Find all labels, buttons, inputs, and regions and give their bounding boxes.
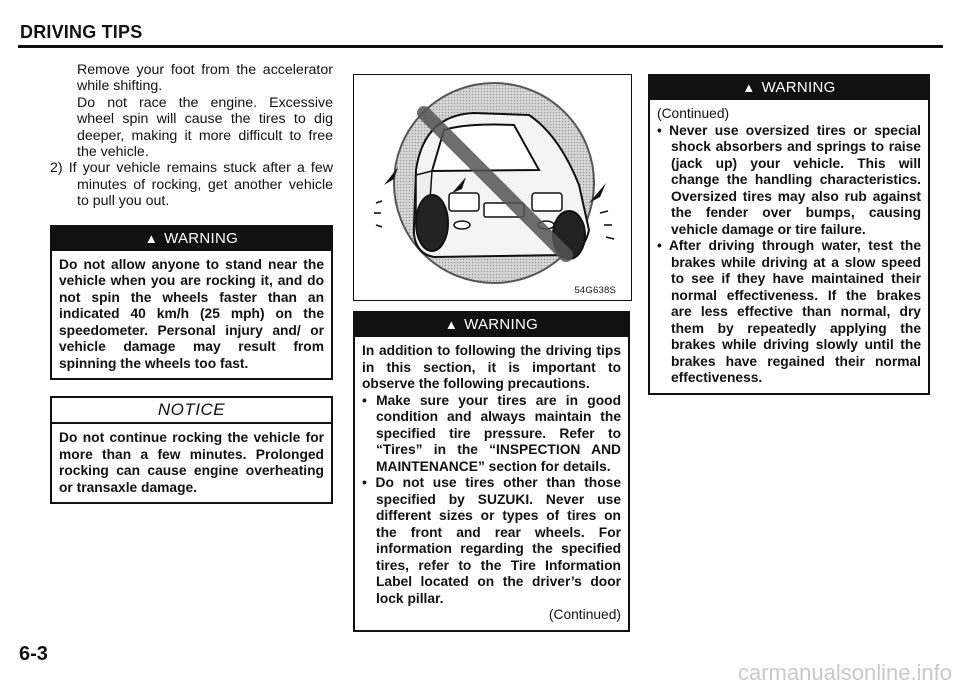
rocking-steps [50, 62, 333, 210]
warning-bullet: • Make sure your tires are in good condition and always maintain the specified tire pressure. Refer to “Tires” in the “INSPECTION AND MAINTENANCE” section for details. [362, 392, 621, 474]
step-text-race-engine: Do not race the engine. Excessive wheel spin will cause the tires to dig deeper, making it more difficult to free the vehicle. [77, 94, 333, 161]
watermark: carmanualsonline.info [738, 660, 953, 685]
warning-body [355, 337, 628, 630]
warning-header [355, 313, 628, 337]
warning-body [52, 251, 331, 379]
warning-bullet: • After driving through water, test the brakes while driving at a slow speed to see if they have maintained their normal effectiveness. If the brakes are less effective than normal, dry them by repeatedly applying the brakes while driving slowly until the brakes have regained their normal effectiveness. [657, 238, 921, 385]
figure-code: 54G638S [574, 285, 616, 296]
warning-triangle-icon: ▲ [742, 80, 756, 95]
warning-triangle-icon: ▲ [444, 317, 459, 332]
notice-heading: NOTICE [52, 398, 331, 424]
warning-intro: In addition to following the driving tips in this section, it is important to observe the following precautions. [362, 343, 621, 391]
warning-heading: WARNING [164, 229, 239, 247]
notice-box [50, 396, 333, 504]
warning-header [52, 227, 331, 251]
step-2-text: 2) If your vehicle remains stuck after a few minutes of rocking, get another vehicle to pull you out. [50, 160, 333, 210]
right-column [648, 74, 930, 395]
notice-body [52, 424, 331, 502]
notice-text: Do not continue rocking the vehicle for more than a few minutes. Prolonged rocking can cause engine overheating or transaxle damage. [59, 430, 324, 495]
warning-body [650, 100, 928, 393]
warning-text: Do not allow anyone to stand near the vehicle when you are rocking it, and do not spin the wheels faster than an indicated 40 km/h (25 mph) on the speedometer. Personal injury and/ or vehicle damage may result from spinning the wheels too fast. [59, 256, 324, 371]
middle-column [353, 311, 630, 632]
warning-box-tires [353, 311, 630, 632]
warning-box-rocking [50, 225, 333, 381]
page-number: 6-3 [19, 643, 48, 665]
warning-bullet: • Do not use tires other than those specified by SUZUKI. Never use different sizes or types of tires on the front and rear wheels. For information regarding the specified tires, refer to the Tire Information Label located on the driver’s door lock pillar. [362, 475, 621, 606]
warning-box-continued [648, 74, 930, 395]
continued-label: (Continued) [657, 106, 730, 121]
car-rocking-figure [353, 74, 632, 301]
left-column [50, 62, 333, 504]
continued-label: (Continued) [548, 607, 621, 622]
warning-triangle-icon: ▲ [144, 230, 159, 246]
warning-bullet: • Never use oversized tires or special shock absorbers and springs to raise (jack up) your vehicle. This will change the handling characteristics. Oversized tires may also rub against the fender over bumps, causing vehicle damage or tire failure. [657, 122, 921, 237]
page-title: DRIVING TIPS [20, 22, 143, 42]
step-text-shifting: Remove your foot from the accelerator while shifting. [77, 62, 333, 95]
warning-heading: WARNING [761, 79, 836, 96]
warning-heading: WARNING [464, 316, 539, 333]
prohibited-car-rocking-illustration [354, 75, 631, 300]
header-rule [18, 45, 943, 48]
warning-header [650, 76, 928, 100]
